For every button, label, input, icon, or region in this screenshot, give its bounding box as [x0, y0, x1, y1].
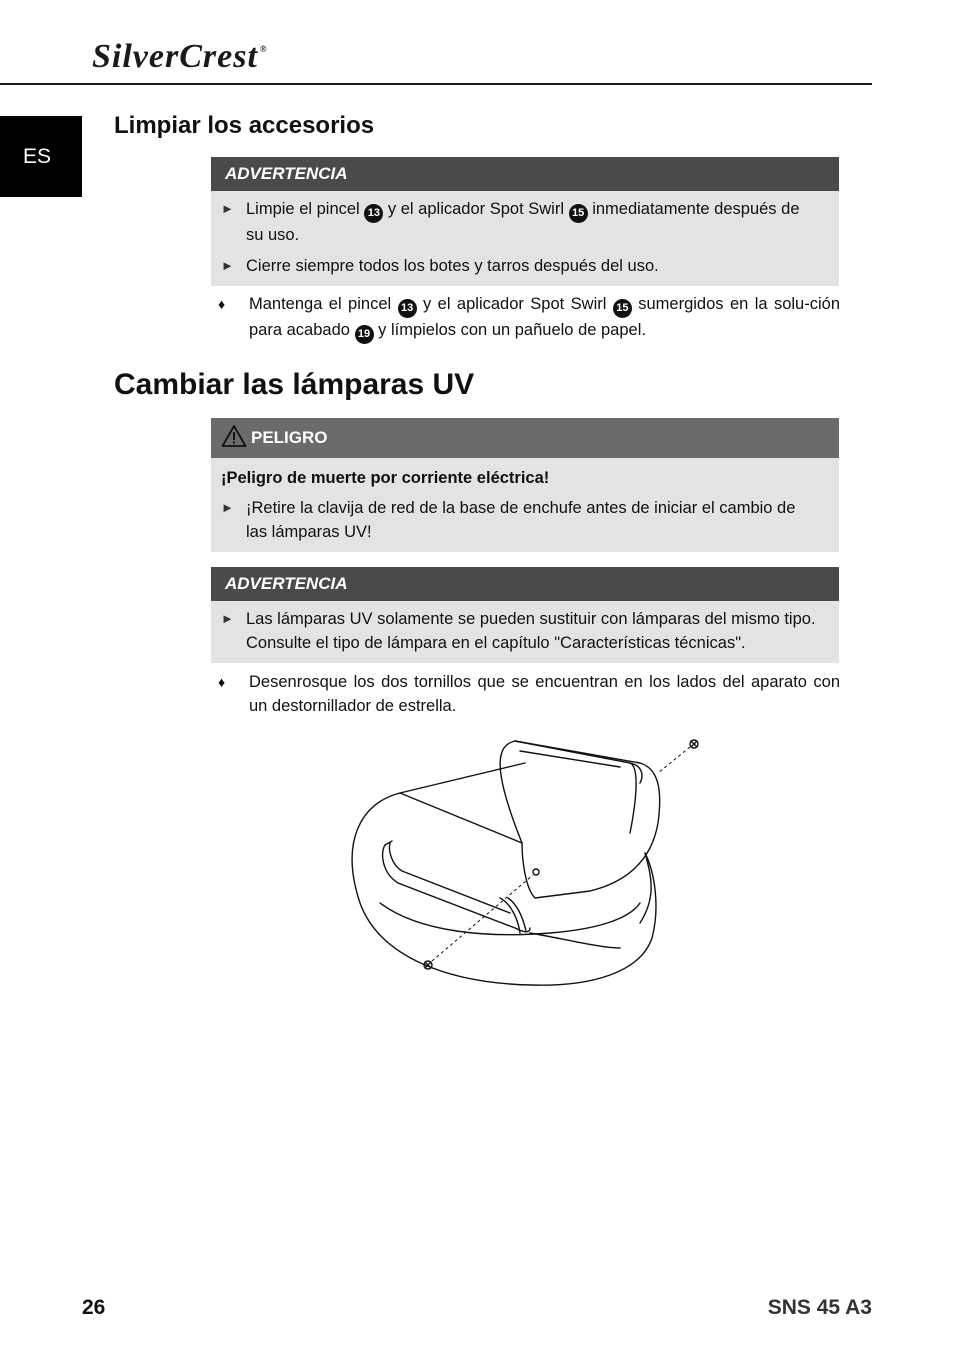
warning-label: ADVERTENCIA — [211, 157, 839, 191]
arrow-bullet-icon: ► — [221, 500, 234, 515]
arrow-bullet-icon: ► — [221, 201, 234, 216]
header-rule — [0, 83, 872, 85]
part-number-badge: 15 — [569, 204, 588, 223]
language-tab: ES — [0, 116, 82, 197]
danger-item: ► ¡Retire la clavija de red de la base de enchufe antes de iniciar el cambio de las lámparas UV! — [221, 496, 821, 544]
warning-item: ► Cierre siempre todos los botes y tarros después del uso. — [221, 254, 821, 278]
section-title-lamps: Cambiar las lámparas UV — [114, 368, 475, 401]
part-number-badge: 19 — [355, 325, 374, 344]
brand-name: SilverCrest — [92, 38, 258, 75]
warning-triangle-icon — [221, 424, 247, 448]
arrow-bullet-icon: ► — [221, 611, 234, 626]
warning-box-lamps — [211, 567, 839, 663]
page-number: 26 — [82, 1296, 106, 1319]
danger-label: PELIGRO — [251, 428, 328, 447]
section-title-cleaning: Limpiar los accesorios — [114, 112, 375, 139]
part-number-badge: 15 — [613, 299, 632, 318]
danger-header — [211, 418, 839, 458]
device-illustration — [340, 733, 710, 993]
part-number-badge: 13 — [364, 204, 383, 223]
instruction-step: ♦ Desenrosque los dos tornillos que se encuentran en los lados del aparato con un destornillador de estrella. — [218, 670, 840, 718]
danger-subtitle: ¡Peligro de muerte por corriente eléctrica! — [221, 469, 550, 487]
warning-item: ► Las lámparas UV solamente se pueden sustituir con lámparas del mismo tipo. Consulte el tipo de lámpara en el capítulo "Características técnicas". — [221, 607, 821, 655]
warning-label: ADVERTENCIA — [211, 567, 839, 601]
warning-box-cleaning — [211, 157, 839, 286]
danger-box — [211, 418, 839, 552]
warning-item: ► Limpie el pincel 13 y el aplicador Spot Swirl 15 inmediatamente después de su uso. — [221, 197, 821, 247]
arrow-bullet-icon: ► — [221, 258, 234, 273]
diamond-bullet-icon: ♦ — [218, 296, 226, 312]
diamond-bullet-icon: ♦ — [218, 674, 226, 690]
instruction-step: ♦ Mantenga el pincel 13 y el aplicador Spot Swirl 15 sumergidos en la solu-ción para acabado 19 y límpielos con un pañuelo de papel. — [218, 292, 840, 344]
part-number-badge: 13 — [398, 299, 417, 318]
registered-mark: ® — [259, 44, 268, 54]
brand-logo — [92, 38, 268, 76]
model-number: SNS 45 A3 — [767, 1296, 872, 1319]
